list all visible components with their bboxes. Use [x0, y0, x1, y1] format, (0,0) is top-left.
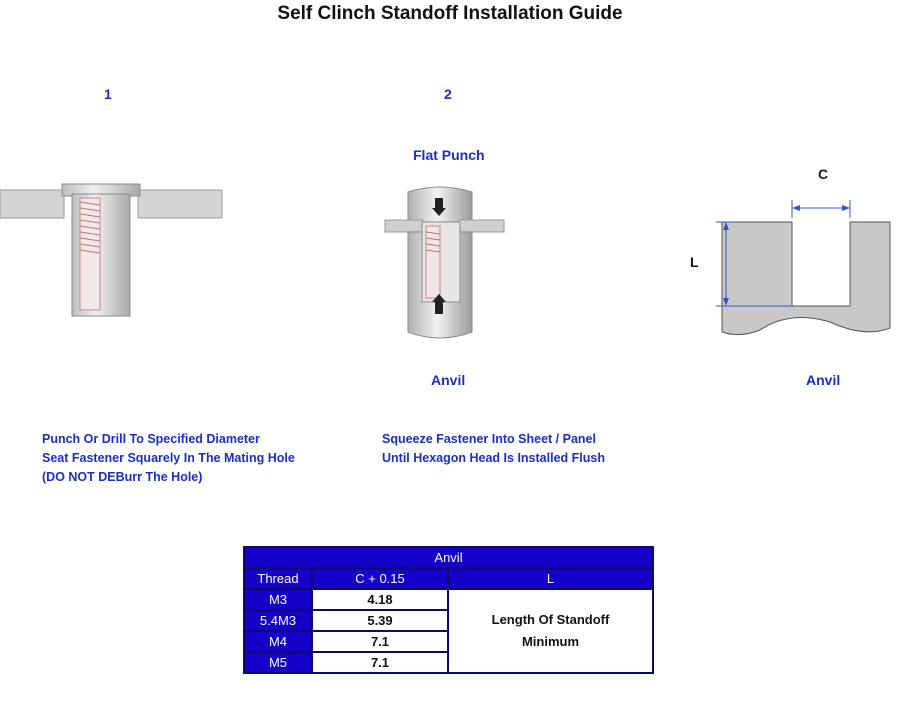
step-number-2: 2 — [444, 86, 452, 102]
dimension-l-label: L — [690, 254, 699, 270]
c-value-cell: 7.1 — [312, 631, 448, 652]
step2-instruction-line: Squeeze Fastener Into Sheet / Panel — [382, 432, 596, 446]
anvil-dimension-diagram — [680, 160, 895, 350]
l-note-line: Length Of Standoff — [491, 612, 610, 627]
step1-instruction-line: Seat Fastener Squarely In The Mating Hole — [42, 451, 295, 465]
dimension-c-label: C — [818, 166, 829, 182]
l-note-line: Minimum — [521, 634, 580, 649]
table-header-l: L — [448, 568, 653, 589]
step2-press-illustration — [380, 182, 510, 350]
c-value-cell: 5.39 — [312, 610, 448, 631]
anvil-label-step2: Anvil — [431, 372, 466, 388]
thread-cell: M3 — [244, 589, 312, 610]
flat-punch-label: Flat Punch — [413, 147, 485, 163]
anvil-label-step3: Anvil — [806, 372, 841, 388]
table-row — [244, 589, 653, 610]
thread-cell: M5 — [244, 652, 312, 673]
thread-cell: 5.4M3 — [244, 610, 312, 631]
step1-instruction-line: Punch Or Drill To Specified Diameter — [42, 432, 260, 446]
table-title: Anvil — [244, 547, 653, 568]
l-note-cell — [448, 589, 653, 673]
table-header-thread: Thread — [244, 568, 312, 589]
step2-instruction-line: Until Hexagon Head Is Installed Flush — [382, 451, 605, 465]
step1-standoff-illustration — [0, 178, 225, 323]
c-value-cell: 7.1 — [312, 652, 448, 673]
step1-instructions — [42, 430, 295, 487]
step2-instructions — [382, 430, 605, 468]
anvil-dimension-table — [243, 546, 654, 674]
page-title: Self Clinch Standoff Installation Guide — [277, 3, 623, 24]
thread-cell: M4 — [244, 631, 312, 652]
step-number-1: 1 — [104, 86, 112, 102]
step1-instruction-line: (DO NOT DEBurr The Hole) — [42, 470, 203, 484]
c-value-cell: 4.18 — [312, 589, 448, 610]
table-header-c: C + 0.15 — [312, 568, 448, 589]
